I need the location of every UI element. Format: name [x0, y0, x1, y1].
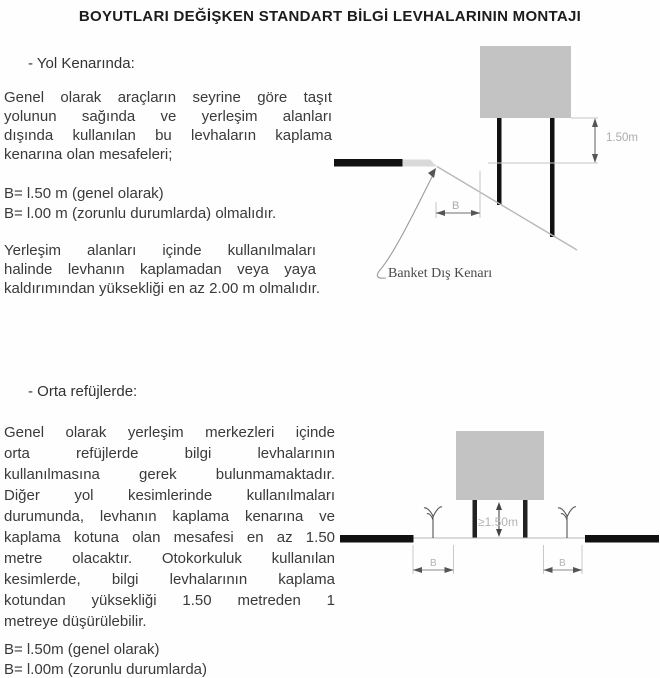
- sign-panel: [480, 46, 571, 118]
- shrub-icon: [558, 507, 576, 538]
- dimension-height: [478, 502, 518, 537]
- sign-post-right: [523, 500, 528, 538]
- text-line: Diğer yol kesimlerinde kullanılmaları: [4, 487, 335, 504]
- diagram-median-sign-mounting: [330, 410, 660, 600]
- text-line: durumunda, levhanın kaplama kenarına ve: [4, 508, 335, 525]
- sign-panel: [456, 431, 544, 500]
- text-line: metreye düşürülebilir.: [4, 613, 147, 630]
- dimension-b-left: [413, 545, 454, 574]
- dimension-b-label: B: [452, 200, 460, 212]
- text-line: kenarına olan mesafeleri;: [4, 146, 173, 163]
- banket-leader: [377, 168, 492, 281]
- text-line: halinde levhanın kaplamadan veya yaya: [4, 261, 316, 278]
- road-surface-right: [585, 535, 659, 543]
- text-line: orta refüjlerde bilgi levhalarının: [4, 445, 335, 462]
- b-values-median: [4, 640, 207, 678]
- dimension-b-right: [544, 545, 583, 574]
- text-line: Genel olarak araçların seyrine göre taşıt: [4, 89, 332, 106]
- road-surface-left: [340, 535, 414, 543]
- heading-roadside: - Yol Kenarında:: [28, 55, 135, 72]
- text-line: kaldırımından yüksekliği en az 2.00 m olmalıdır.: [4, 280, 320, 297]
- dimension-height-label: 1.50m: [606, 132, 638, 144]
- dimension-height-label: ≥1.50m: [478, 515, 518, 529]
- b-values-roadside: [4, 184, 276, 224]
- text-line: B= l.50 m (genel olarak): [4, 185, 164, 202]
- text-line: kotundan yüksekliği 1.50 metreden 1: [4, 592, 335, 609]
- shrub-icon: [424, 507, 442, 538]
- diagram-roadside-sign-mounting: [330, 40, 660, 290]
- text-line: B= l.50m (genel olarak): [4, 641, 160, 658]
- text-line: dışında kullanılan bu levhaların kaplama: [4, 127, 332, 144]
- shoulder-strip: [403, 160, 438, 167]
- sign-post-right: [550, 118, 555, 237]
- text-line: kaplama kotuna olan mesafesi en az 1.50: [4, 529, 335, 546]
- dimension-b: [436, 171, 480, 218]
- banket-edge-label: Banket Dış Kenarı: [388, 266, 493, 281]
- text-line: Yerleşim alanları içinde kullanılmaları: [4, 242, 316, 259]
- road-surface: [334, 159, 403, 167]
- sign-post-left: [473, 500, 478, 538]
- text-line: kesimlerde, bilgi levhalarının kaplama: [4, 571, 335, 588]
- sign-post-left: [497, 118, 502, 205]
- text-line: B= l.00 m (zorunlu durumlarda) olmalıdır.: [4, 205, 277, 222]
- dimension-b-label: B: [430, 558, 437, 569]
- text-line: yolunun sağında ve yerleşim alanları: [4, 108, 332, 125]
- dimension-b-label: B: [559, 558, 566, 569]
- text-line: B= l.00m (zorunlu durumlarda): [4, 661, 208, 678]
- text-line: Genel olarak yerleşim merkezleri içinde: [4, 424, 335, 441]
- text-line: kullanılmasına gerek bulunmamaktadır.: [4, 466, 335, 483]
- heading-median: - Orta refüjlerde:: [28, 383, 138, 400]
- dimension-height: [592, 118, 638, 163]
- text-line: metre olacaktır. Otokorkuluk kullanılan: [4, 550, 335, 567]
- page-title: BOYUTLARI DEĞİŞKEN STANDART BİLGİ LEVHALARININ MONTAJI: [78, 8, 582, 25]
